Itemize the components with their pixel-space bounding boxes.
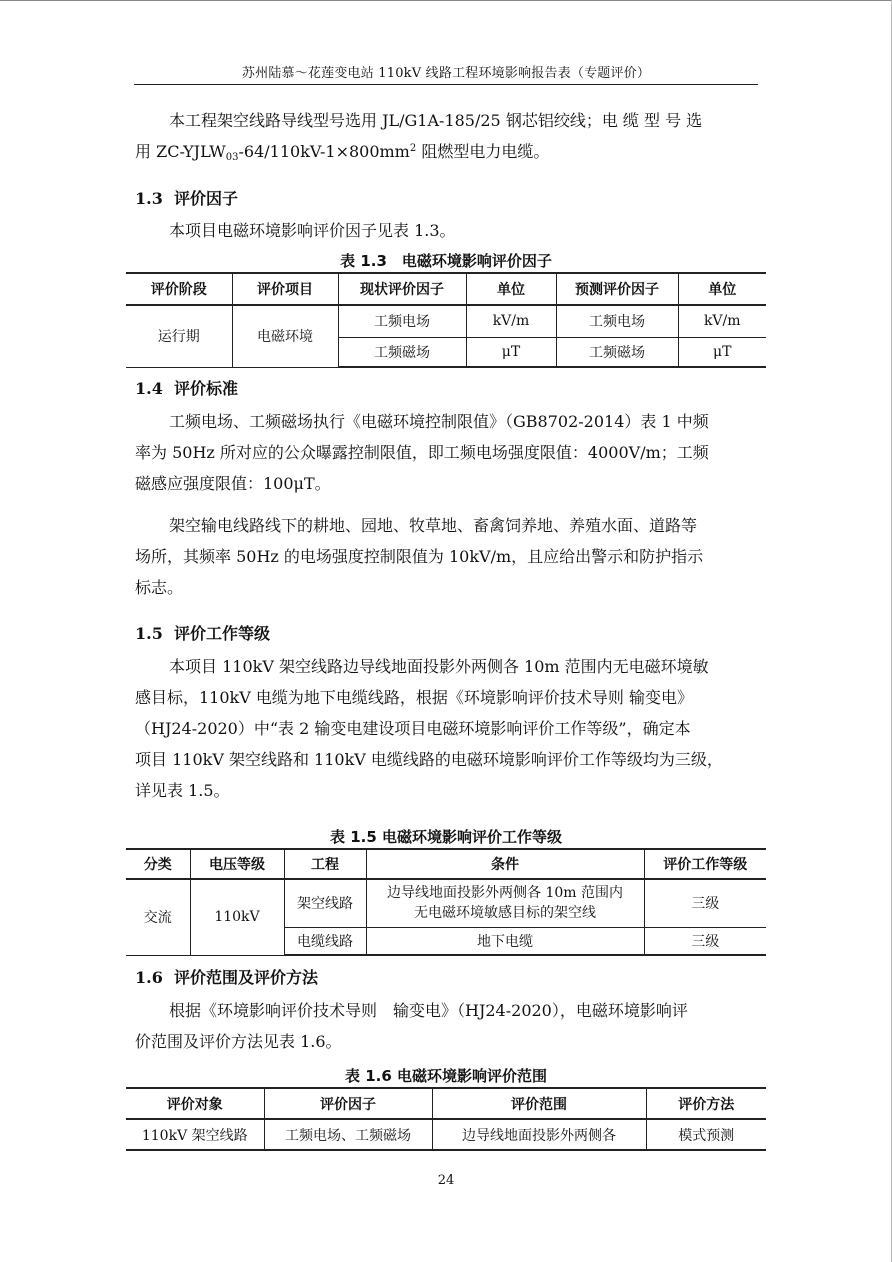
- section-1-3-text: 本项目电磁环境影响评价因子见表 1.3。: [169, 221, 456, 240]
- intro-paragraph: [135, 105, 757, 173]
- table-header-cell: 工程: [284, 849, 366, 879]
- table-row: [126, 879, 766, 927]
- text-line: 根据《环境影响评价技术导则 输变电》（HJ24-2020），电磁环境影响评: [169, 1001, 688, 1020]
- intro-line-1: 本工程架空线路导线型号选用 JL/G1A-185/25 钢芯铝绞线；电 缆 型 号 选: [169, 111, 703, 130]
- table-cell-voltage: 110kV: [190, 879, 284, 955]
- table-cell-stage: 运行期: [126, 305, 232, 367]
- table-cell: 架空线路: [284, 879, 366, 927]
- table-cell-item: 电磁环境: [232, 305, 338, 367]
- table-cell: 模式预测: [646, 1119, 766, 1150]
- text-line: 价范围及评价方法见表 1.6。: [135, 1032, 342, 1051]
- table-cell: 工频电场: [338, 305, 466, 337]
- text-line: 磁感应强度限值：100μT。: [135, 474, 331, 493]
- table-1-5: [126, 848, 766, 956]
- table-header-cell: 现状评价因子: [338, 273, 466, 305]
- table-cell: 边导线地面投影外两侧各: [432, 1119, 646, 1150]
- table-header-cell: 条件: [366, 849, 644, 879]
- table-cell: μT: [466, 337, 556, 367]
- table-cell-category: 交流: [126, 879, 190, 955]
- condition-line: 边导线地面投影外两侧各 10m 范围内: [387, 885, 623, 902]
- table-1-5-header-row: [126, 849, 766, 879]
- section-1-4-paragraph-2: [135, 510, 757, 603]
- table-1-3-caption: 表 1.3 电磁环境影响评价因子: [340, 252, 552, 270]
- table-cell: 工频电场、工频磁场: [264, 1119, 432, 1150]
- table-1-6-header-row: [126, 1088, 766, 1119]
- table-1-3: [126, 272, 766, 368]
- running-header: 苏州陆慕～花莲变电站 110kV 线路工程环境影响报告表（专题评价）: [241, 66, 651, 81]
- table-cell: 工频磁场: [556, 337, 678, 367]
- table-cell: 工频磁场: [338, 337, 466, 367]
- table-header-cell: 预测评价因子: [556, 273, 678, 305]
- section-1-3-heading: 1.3 评价因子: [135, 189, 238, 208]
- section-1-5-paragraph: [135, 651, 757, 806]
- text-line: 详见表 1.5。: [135, 781, 230, 800]
- table-header-cell: 评价方法: [646, 1088, 766, 1119]
- section-1-4-heading: 1.4 评价标准: [135, 379, 238, 398]
- text-line: （HJ24-2020）中“表 2 输变电建设项目电磁环境影响评价工作等级”，确定本: [135, 719, 691, 738]
- section-1-6-heading: 1.6 评价范围及评价方法: [135, 968, 318, 987]
- table-header-cell: 单位: [678, 273, 766, 305]
- text-line: 架空输电线路线下的耕地、园地、牧草地、畜禽饲养地、养殖水面、道路等: [169, 516, 698, 535]
- section-1-6-paragraph: [135, 995, 757, 1057]
- intro-line-2: 用 $ZC-YJLW_{03}-64/110kV-1\times 800mm^2$ 阻燃型电力电缆。: [135, 142, 550, 163]
- table-header-cell: 评价因子: [264, 1088, 432, 1119]
- table-header-cell: 分类: [126, 849, 190, 879]
- text-line: 感目标，110kV 电缆为地下电缆线路，根据《环境影响评价技术导则 输变电》: [135, 688, 693, 707]
- table-1-6: [126, 1087, 766, 1151]
- table-1-6-caption: 表 1.6 电磁环境影响评价范围: [344, 1067, 548, 1085]
- table-header-cell: 电压等级: [190, 849, 284, 879]
- table-1-3-header-row: [126, 273, 766, 305]
- table-cell: 110kV 架空线路: [126, 1119, 264, 1150]
- text-line: 工频电场、工频磁场执行《电磁环境控制限值》（GB8702-2014）表 1 中频: [169, 412, 709, 431]
- table-header-cell: 评价工作等级: [644, 849, 766, 879]
- table-cell: kV/m: [466, 305, 556, 337]
- table-header-cell: 评价对象: [126, 1088, 264, 1119]
- table-header-cell: 评价阶段: [126, 273, 232, 305]
- table-header-cell: 评价项目: [232, 273, 338, 305]
- table-header-cell: 单位: [466, 273, 556, 305]
- text-line: 项目 110kV 架空线路和 110kV 电缆线路的电磁环境影响评价工作等级均为三级，: [135, 750, 723, 769]
- table-1-5-caption: 表 1.5 电磁环境影响评价工作等级: [329, 828, 563, 846]
- table-cell: 地下电缆: [366, 927, 644, 955]
- table-cell: μT: [678, 337, 766, 367]
- page-number: 24: [437, 1173, 455, 1188]
- table-cell: 三级: [644, 927, 766, 955]
- table-cell: kV/m: [678, 305, 766, 337]
- page-top-border: [0, 0, 891, 1]
- table-cell: 三级: [644, 879, 766, 927]
- text-line: 率为 50Hz 所对应的公众曝露控制限值，即工频电场强度限值：4000V/m；工频: [135, 443, 709, 462]
- section-1-5-heading: 1.5 评价工作等级: [135, 624, 270, 643]
- header-rule: [134, 84, 758, 85]
- text-line: 本项目 110kV 架空线路边导线地面投影外两侧各 10m 范围内无电磁环境敏: [169, 657, 709, 676]
- text-line: 场所，其频率 50Hz 的电场强度控制限值为 10kV/m，且应给出警示和防护指示: [135, 547, 704, 566]
- table-cell: 电缆线路: [284, 927, 366, 955]
- condition-line: 无电磁环境敏感目标的架空线: [414, 905, 596, 922]
- section-1-4-paragraph-1: [135, 406, 757, 499]
- table-cell: 工频电场: [556, 305, 678, 337]
- table-header-cell: 评价范围: [432, 1088, 646, 1119]
- table-row: [126, 305, 766, 337]
- table-cell-condition: [366, 879, 644, 927]
- text-line: 标志。: [135, 578, 184, 597]
- table-row: [126, 1119, 766, 1150]
